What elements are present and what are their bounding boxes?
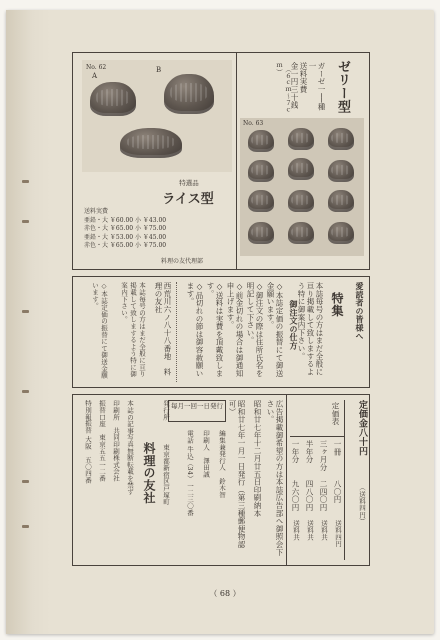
issue-date: 昭和廿七年一月一日発行（第三種郵便物認可） [228, 400, 246, 549]
rice-title: ライス型 [162, 192, 214, 207]
price-row-price: 二四〇円 [319, 480, 328, 512]
jelly-mold-a [90, 82, 136, 116]
binding-stitch [22, 310, 29, 313]
notice-extra2: ◇本誌定価の振替にて御送金願います。 [91, 282, 108, 379]
label-b: B [156, 66, 162, 74]
price-row-term: 半年分 [305, 440, 314, 464]
price-postage: （送料四円） [358, 484, 366, 525]
price-table-title: 定価表 [331, 402, 340, 426]
binding-stitch [22, 480, 29, 483]
notice-address: 西荒川六ノ八十八番地 料理の友社 [154, 282, 172, 376]
price-row-term: 一年分 [291, 440, 300, 464]
price-table-divider [286, 394, 287, 566]
price-row-postage: 送料四円 [334, 520, 342, 548]
special-notice: 特別報 [84, 400, 92, 421]
notice-intro: 本誌毎号の方はまだ全般に亘り掲載して致しまするよう特に御案内下さい。 [297, 282, 324, 376]
order-bullet: ◇送料は実費を頂戴致します。 [206, 282, 224, 378]
publisher-name: 料理の友社 [142, 442, 156, 504]
jelly-title: ゼリー型 [335, 60, 350, 114]
jelly-mold-c [120, 128, 182, 158]
phone-col: 電話 牛込（34）一二三〇番 [186, 430, 194, 517]
publisher-label: 発行所 [162, 400, 170, 421]
notice-feature: 特集 [330, 292, 344, 317]
order-bullet: ◇御注文の際は住所氏名を明記して下さい。 [246, 282, 264, 378]
price-row-price: 九六〇円 [291, 480, 300, 512]
binding-stitch [22, 525, 29, 528]
binding-stitch [22, 220, 29, 223]
order-bullet: ◇品切れの節は御容赦願います。 [186, 282, 204, 378]
label-a: A [92, 72, 98, 80]
price-row-price: 八〇円 [333, 480, 342, 504]
price-row-postage: 送料共 [306, 520, 314, 541]
page-number: （ 68 ） [209, 589, 241, 598]
price-row-postage: 送料共 [292, 520, 300, 541]
binding-stitch [22, 180, 29, 183]
rice-price-list: 送料実費 亜鉛・大 ￥60.00 小 ￥43.00 赤色・大 ￥65.00 小 ￥75.00 亜鉛・大 ￥53.00 小 ￥45.00 赤色・大 ￥65.00 小 ￥75.00 [84, 208, 167, 249]
jelly-mold-photo [82, 60, 232, 172]
label-no63: No. 63 [243, 120, 264, 127]
binding-stitch [22, 390, 29, 393]
jelly-specs: ガーゼ一──種一 送料実費 金一円三十銭 [290, 62, 326, 111]
rice-maker: 特選品 [179, 179, 199, 187]
label-no62: No. 62 [86, 64, 107, 71]
issue-stamp-box [168, 400, 226, 422]
editor-col: 編集兼発行人 鈴木智 [218, 430, 226, 498]
colophon-left-col: 本誌の記事写真無断転載を禁ず [126, 400, 134, 496]
ad-divider [236, 52, 237, 116]
order-bullet: ◇本誌定価の振替にて御送金願います。 [266, 282, 284, 378]
price-row-price: 四八〇円 [305, 480, 314, 512]
jelly-specs-detail: （６ｃｍ～７ｃｍ） [275, 62, 292, 114]
jelly-mold-grid-photo [240, 118, 364, 256]
price-row-term: 三ヶ月分 [319, 440, 328, 472]
price-row-term: 一冊 [333, 440, 342, 456]
price-row-postage: 送料共 [320, 520, 328, 541]
notice-extra: 本誌毎号の方はまだ全般に亘り掲載して致しまするよう特に御案内下さい。 [120, 282, 146, 378]
ad-divider [236, 116, 237, 270]
print-date: 昭和廿七年十二月廿五日印刷納本 [253, 400, 262, 517]
price-header: 定価金八十円 [357, 400, 367, 456]
colophon-left-col: 振替 大阪 五〇四番 [84, 420, 92, 484]
jelly-mold-b [164, 74, 214, 114]
colophon-left-col: 振替口座 東京五五一二番 [98, 400, 106, 482]
rice-footer: 料理の友代理部 [160, 258, 203, 265]
order-bullet: ◇前金切れの場合は御通知申上げます。 [226, 282, 244, 378]
order-heading: 御注文の仕方 [289, 300, 299, 350]
notice-heading: 愛読者の皆様へ [355, 282, 365, 341]
issue-stamp: 毎月一回一日発行 [171, 402, 223, 410]
printer-col: 印刷人 澤田誠 [202, 430, 210, 478]
page-binding [6, 10, 50, 634]
advert-note: 広告掲載御希望の方は本誌広告部へ御照会下さい。 [266, 400, 284, 556]
publisher-address: 東京都新宿区戸塚町 [162, 444, 170, 506]
colophon-left-col: 印刷所 共同印刷株式会社 [112, 400, 120, 482]
